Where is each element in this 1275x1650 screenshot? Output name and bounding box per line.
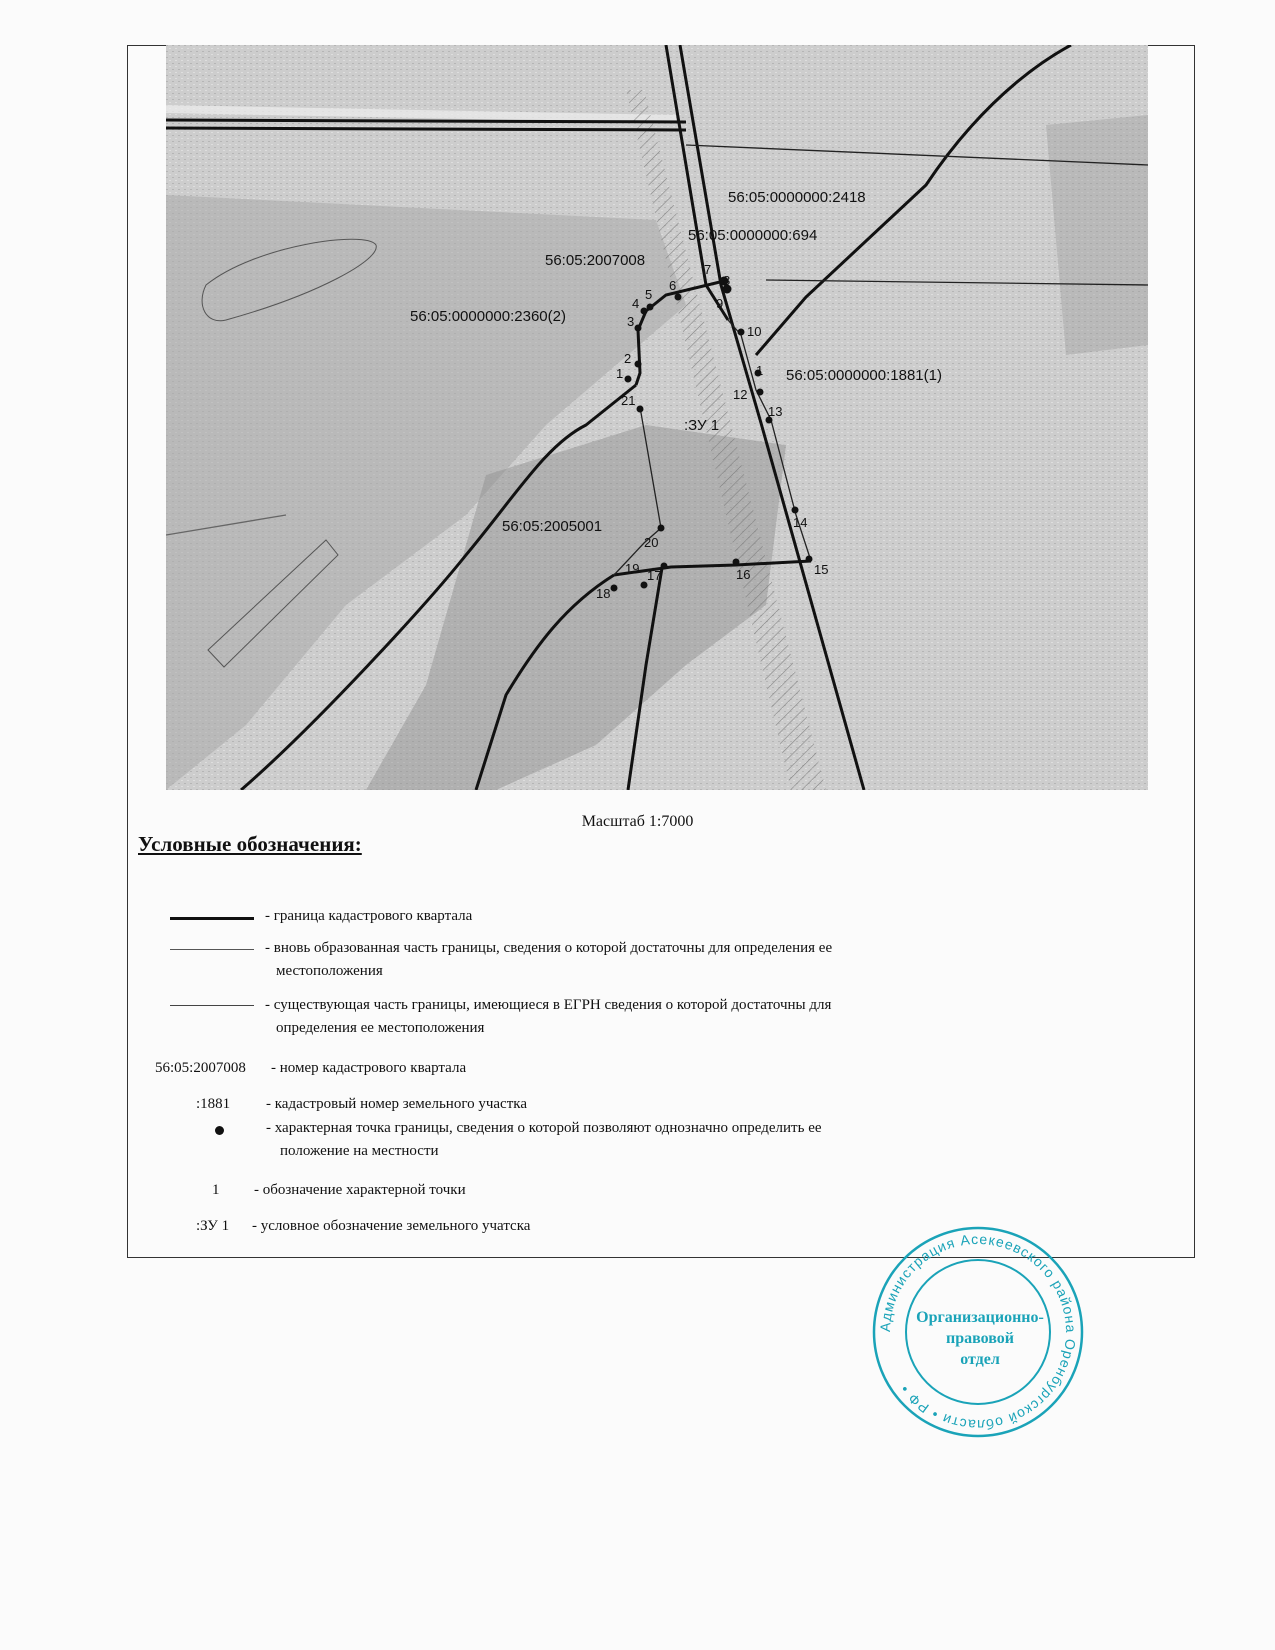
stamp-line-1: Организационно- xyxy=(916,1309,1044,1326)
legend-text: - номер кадастрового квартала xyxy=(271,1060,467,1076)
legend-text: - существующая часть границы, имеющиеся в ЕГРН сведения о которой достаточны для xyxy=(265,997,832,1013)
legend-text-2: определения ее местоположения xyxy=(276,1020,485,1036)
pt-label: 5 xyxy=(645,287,653,302)
stamp-line-3: отдел xyxy=(960,1351,1000,1368)
label-2418: 56:05:0000000:2418 xyxy=(728,189,866,206)
pt-label: 21 xyxy=(621,393,636,408)
pt-label: 1 xyxy=(756,363,764,378)
pt-label: 8 xyxy=(723,273,731,288)
legend-text: - условное обозначение земельного учатска xyxy=(252,1218,531,1234)
legend-text: - характерная точка границы, сведения о которой позволяют однозначно определить ее xyxy=(266,1120,822,1136)
pt-label: 16 xyxy=(736,567,751,582)
label-2007008: 56:05:2007008 xyxy=(545,252,646,269)
legend-symbol: 1 xyxy=(212,1182,220,1198)
legend-symbol: :ЗУ 1 xyxy=(196,1218,230,1234)
thin-line-sample xyxy=(170,949,254,950)
stamp-outer-text: Администрация Асекеевского района Оренбургской области • РФ • xyxy=(876,1230,1080,1434)
pt-label: 18 xyxy=(596,586,611,601)
label-zu1: :ЗУ 1 xyxy=(684,417,720,434)
pt-label: 12 xyxy=(733,387,748,402)
pt-label: 14 xyxy=(793,515,808,530)
legend-text: - кадастровый номер земельного участка xyxy=(266,1096,527,1112)
stamp-line-2: правовой xyxy=(946,1330,1014,1347)
pt-label: 6 xyxy=(669,278,677,293)
scale-label: Масштаб 1:7000 xyxy=(581,813,694,830)
legend-text-2: положение на местности xyxy=(280,1143,439,1159)
pt-label: 2 xyxy=(624,351,632,366)
thick-line-sample xyxy=(170,917,254,920)
pt-label: 17 xyxy=(647,568,662,583)
pt-label: 13 xyxy=(768,404,783,419)
official-stamp xyxy=(868,1222,1088,1442)
pt-label: 7 xyxy=(704,262,712,277)
label-694: 56:05:0000000:694 xyxy=(688,227,818,244)
legend-text: - граница кадастрового квартала xyxy=(265,908,473,924)
pt-label: 4 xyxy=(632,296,640,311)
thin-line-sample xyxy=(170,1005,254,1006)
label-2005001: 56:05:2005001 xyxy=(502,518,603,535)
label-2360: 56:05:0000000:2360(2) xyxy=(410,308,566,325)
legend-text: - вновь образованная часть границы, сведения о которой достаточны для определения ее xyxy=(265,940,833,956)
legend-symbol: :1881 xyxy=(196,1096,231,1112)
legend-symbol: 56:05:2007008 xyxy=(155,1060,246,1076)
legend-title: Условные обозначения: xyxy=(138,832,362,856)
pt-label: 9 xyxy=(716,296,724,311)
cadastral-map xyxy=(166,45,1148,790)
point-symbol xyxy=(215,1126,224,1135)
legend-text: - обозначение характерной точки xyxy=(254,1182,466,1198)
pt-label: 1 xyxy=(616,366,624,381)
pt-label: 3 xyxy=(627,314,635,329)
pt-label: 20 xyxy=(644,535,659,550)
label-1881: 56:05:0000000:1881(1) xyxy=(786,367,942,384)
pt-label: 15 xyxy=(814,562,829,577)
pt-label: 10 xyxy=(747,324,762,339)
pt-label: 19 xyxy=(625,561,640,576)
legend-text-2: местоположения xyxy=(276,963,383,979)
